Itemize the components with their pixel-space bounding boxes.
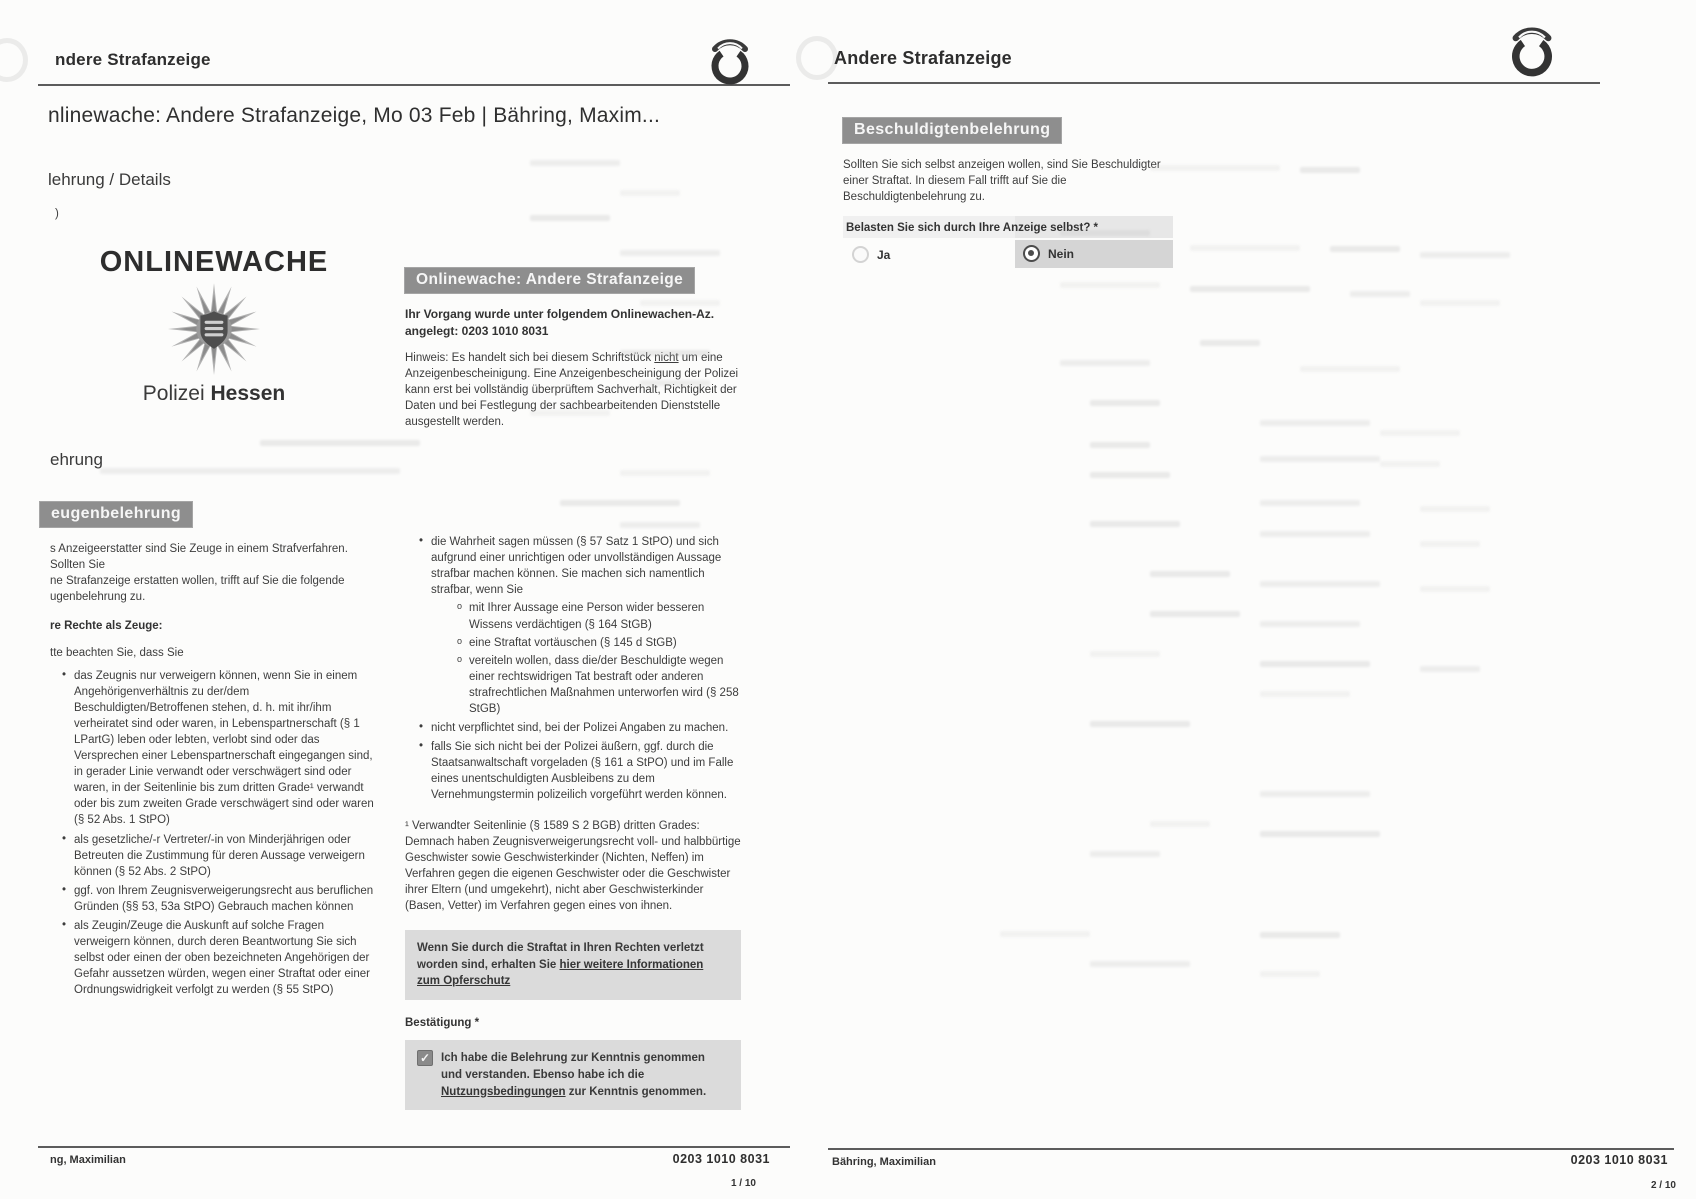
bleedthrough-line: [1060, 360, 1150, 366]
bleedthrough-line: [1260, 456, 1380, 462]
page2-header-rule: [828, 82, 1600, 84]
bleedthrough-line: [1150, 165, 1280, 171]
witness-rights-list: [50, 668, 382, 999]
list-item: • falls Sie sich nicht bei der Polizei äußern, ggf. durch die Staatsanwaltschaft vorgeladen (§ 161 a StPO) und im Falle eines unentschuldigten Ausbleibens zu dem Vernehmungstermin polizeilich vorgeführt werden können.: [419, 739, 745, 803]
hole-punch-artifact: [796, 36, 838, 80]
beschuldigten-text: Sollten Sie sich selbst anzeigen wollen, sind Sie Beschuldigter einer Straftat. In diesem Fall trifft auf Sie die Beschuldigtenbelehrung zu.: [843, 159, 1161, 204]
radio-unselected-icon[interactable]: [852, 246, 869, 263]
bleedthrough-line: [1060, 282, 1160, 288]
bleedthrough-line: [620, 522, 700, 528]
bleedthrough-line: [260, 440, 420, 446]
beschuldigtenbelehrung-title: Beschuldigtenbelehrung: [843, 118, 1061, 143]
bleedthrough-line: [1090, 721, 1190, 727]
bleedthrough-line: [1420, 300, 1500, 306]
bleedthrough-line: [1150, 611, 1240, 617]
bleedthrough-line: [1260, 500, 1360, 506]
bleedthrough-line: [1380, 430, 1460, 436]
option-label: Ja: [877, 247, 891, 262]
confirmation-checkbox[interactable]: ✓: [417, 1050, 433, 1066]
document-title: nlinewache: Andere Strafanzeige, Mo 03 Feb | Bähring, Maxim...: [48, 104, 661, 127]
bleedthrough-line: [1300, 167, 1360, 173]
page1-footer-page-number: 1 / 10: [730, 1178, 756, 1189]
bleedthrough-line: [1260, 932, 1340, 938]
page1-header-rule: [38, 84, 790, 86]
bleedthrough-line: [620, 470, 710, 476]
list-item: • ggf. von Ihrem Zeugnisverweigerungsrecht aus beruflichen Gründen (§§ 53, 53a StPO) Gebrauch machen können: [62, 883, 382, 915]
bleedthrough-line: [1260, 831, 1380, 837]
rights-label: re Rechte als Zeuge:: [50, 620, 163, 633]
bleedthrough-line: [530, 215, 610, 221]
hinweis-text: Hinweis: Es handelt sich bei diesem Schriftstück nicht um eine Anzeigenbescheinigung. Eine Anzeigenbescheinigung der Polizei kann erst bei vollständig überprüftem Sachverhalt, Richtigkeit der Daten und bei Festlegung der sachbearbeitenden Dienststelle ausgestellt werden.: [405, 351, 739, 428]
page2-header-title: Andere Strafanzeige: [834, 48, 1012, 68]
bleedthrough-line: [1260, 581, 1380, 587]
bleedthrough-line: [1190, 245, 1300, 251]
bleedthrough-line: [1420, 586, 1490, 592]
list-item: o vereiteln wollen, dass die/der Beschuldigte wegen einer rechtswidrigen Tat bestraft oder anderen strafrechtlichen Maßnahmen unterworfen wird (§ 258 StGB): [457, 653, 745, 717]
page2-footer-reference: 0203 1010 8031: [1570, 1153, 1668, 1167]
vorgang-number-text: Ihr Vorgang wurde unter folgendem Onlinewachen-Az. angelegt: 0203 1010 8031: [405, 307, 715, 338]
polizei-hessen-logo: [92, 246, 336, 406]
bleedthrough-line: [1380, 461, 1440, 467]
bleedthrough-line: [1090, 472, 1170, 478]
bleedthrough-line: [1420, 506, 1490, 512]
zeugenbelehrung-column: [50, 541, 382, 1001]
option-ja[interactable]: [852, 246, 890, 264]
bleedthrough-line: [620, 350, 710, 356]
police-star-icon: [167, 281, 261, 375]
bleedthrough-line: [1090, 961, 1190, 967]
confirmation-label: Bestätigung *: [405, 1017, 480, 1030]
bleedthrough-line: [620, 250, 720, 256]
zeugen-intro-line: ne Strafanzeige erstatten wollen, trifft auf Sie die folgende: [50, 575, 345, 588]
bleedthrough-line: [1090, 400, 1160, 406]
confirmation-box: [405, 1040, 741, 1110]
bleedthrough-line: [1000, 931, 1090, 937]
bleedthrough-line: [1090, 521, 1180, 527]
vorgang-column: [405, 268, 745, 1110]
bleedthrough-line: [1260, 621, 1360, 627]
bleedthrough-line: [1420, 252, 1510, 258]
section-heading: ehrung: [50, 450, 103, 469]
bleedthrough-line: [1350, 291, 1410, 297]
self-incrimination-question: Belasten Sie sich durch Ihre Anzeige selbst? *: [846, 222, 1099, 234]
list-item: • die Wahrheit sagen müssen (§ 57 Satz 1 StPO) und sich aufgrund einer unrichtigen oder unvollständigen Aussage strafbar machen können. Sie machen sich namentlich strafbar, wenn Sie o mit Ihrer Aussage eine Person wider besseren Wissens verdächtigen (§ 164 StGB) o eine Straftat vortäuschen (§ 145 d StGB) o vereiteln wollen, dass die/der Beschuldigte wegen einer rechtswidrigen Tat bestraft oder anderen strafrechtlichen Maßnahmen unterworfen wird (§ 258 StGB): [419, 534, 745, 717]
page2-footer-name: Bähring, Maximilian: [832, 1156, 936, 1168]
bleedthrough-line: [1090, 651, 1160, 657]
zeugen-intro-line: s Anzeigeerstatter sind Sie Zeuge in einem Strafverfahren. Sollten Sie: [50, 543, 348, 572]
bleedthrough-line: [1260, 971, 1320, 977]
vorgang-box-title: Onlinewache: Andere Strafanzeige: [405, 268, 694, 293]
logo-organization: Polizei Hessen: [142, 382, 286, 405]
list-item: • als Zeugin/Zeuge die Auskunft auf solche Fragen verweigern können, durch deren Beantwortung Sie sich selbst oder einen der oben bezeichneten Angehörigen der Gefahr aussetzen würden, wegen einer Straftat oder einer Ordnungswidrigkeit verfolgt zu werden (§ 55 StPO): [62, 918, 382, 998]
opferschutz-link[interactable]: hier weitere Informationen zum Opferschutz: [417, 958, 704, 988]
sub-list: [431, 600, 745, 717]
bleedthrough-line: [1260, 420, 1370, 426]
bleedthrough-line: [1260, 691, 1350, 697]
bleedthrough-line: [100, 468, 400, 474]
bleedthrough-line: [1330, 246, 1400, 252]
list-item: o eine Straftat vortäuschen (§ 145 d StGB): [457, 635, 745, 651]
radio-selected-icon[interactable]: [1023, 245, 1040, 262]
option-label: Nein: [1048, 246, 1075, 261]
onlinewache-ring-icon: [1506, 24, 1558, 83]
bleedthrough-line: [620, 190, 680, 196]
bleedthrough-line: [1420, 666, 1480, 672]
bleedthrough-line: [1150, 821, 1210, 827]
bleedthrough-line: [1150, 571, 1230, 577]
list-item: • als gesetzliche/-r Vertreter/-in von Minderjährigen oder Betreuten die Zustimmung für deren Aussage verweigern können (§ 52 Abs. 2 StPO): [62, 832, 382, 880]
document-subtitle: lehrung / Details: [48, 170, 171, 189]
bleedthrough-line: [1090, 442, 1150, 448]
page1-footer-name: ng, Maximilian: [50, 1154, 126, 1166]
page1-footer-rule: [38, 1146, 790, 1148]
confirmation-text: Ich habe die Belehrung zur Kenntnis genommen und verstanden. Ebenso habe ich die Nutzungsbedingungen zur Kenntnis genommen.: [441, 1052, 707, 1098]
footnote-text: ¹ Verwandter Seitenlinie (§ 1589 S 2 BGB) dritten Grades: Demnach haben Zeugnisverweigerungsrecht voll- und halbbürtige Geschwister sowie Geschwisterkinder (Nichten, Neffen) im Verfahren gegen die eigenen Geschwister oder die Geschwister ihrer Eltern (und umgekehrt), nicht aber Geschwisterkinder (Basen, Vetter) im Verfahren gegen eines von ihnen.: [405, 819, 741, 913]
bleedthrough-line: [1300, 366, 1400, 372]
onlinewache-ring-icon: [706, 36, 754, 91]
page1-header-title: ndere Strafanzeige: [55, 50, 211, 69]
page2-footer-rule: [828, 1148, 1674, 1150]
page2-footer-page-number: 2 / 10: [1650, 1180, 1676, 1191]
list-item: • nicht verpflichtet sind, bei der Polizei Angaben zu machen.: [419, 720, 745, 736]
bleedthrough-line: [1260, 661, 1370, 667]
note-label: tte beachten Sie, dass Sie: [50, 647, 184, 660]
page1-footer-reference: 0203 1010 8031: [672, 1152, 770, 1166]
witness-duties-list: [405, 534, 745, 804]
bleedthrough-line: [640, 380, 710, 386]
bleedthrough-line: [1060, 230, 1150, 236]
bleedthrough-line: [530, 160, 620, 166]
list-item: • das Zeugnis nur verweigern können, wenn Sie in einem Angehörigenverhältnis zu der/dem Beschuldigten/Betroffenen stehen, d. h. mit ihr/ihm verheiratet sind oder waren, in Lebenspartnerschaft (§ 1 LPartG) leben oder lebten, verlobt sind oder das Versprechen einer Lebenspartnerschaft eingegangen sind, in gerader Linie verwandt oder verschwägert sind oder waren, in der Seitenlinie bis zum dritten Grade¹ verwandt oder bis zum zweiten Grade verschwägert sind oder waren (§ 52 Abs. 1 StPO): [62, 668, 382, 829]
bleedthrough-line: [1420, 541, 1480, 547]
zeugenbelehrung-title: eugenbelehrung: [40, 502, 192, 527]
bleedthrough-line: [530, 410, 610, 416]
logo-wordmark: ONLINEWACHE: [99, 246, 329, 278]
hole-punch-artifact: [0, 38, 28, 82]
bleedthrough-line: [1090, 851, 1160, 857]
bleedthrough-line: [1200, 340, 1260, 346]
bleedthrough-line: [1260, 531, 1370, 537]
list-item: o mit Ihrer Aussage eine Person wider besseren Wissens verdächtigen (§ 164 StGB): [457, 600, 745, 632]
bleedthrough-line: [1260, 791, 1370, 797]
victim-info-box: Wenn Sie durch die Straftat in Ihren Rechten verletzt worden sind, erhalten Sie hier weitere Informationen zum Opferschutz: [405, 930, 741, 1000]
nutzungsbedingungen-link[interactable]: Nutzungsbedingungen: [441, 1085, 566, 1098]
bleedthrough-line: [640, 300, 720, 306]
option-nein[interactable]: [1023, 245, 1074, 263]
stray-character: ): [55, 208, 59, 220]
bleedthrough-line: [1190, 286, 1310, 292]
bleedthrough-line: [560, 500, 680, 506]
zeugen-intro-line: ugenbelehrung zu.: [50, 591, 146, 604]
